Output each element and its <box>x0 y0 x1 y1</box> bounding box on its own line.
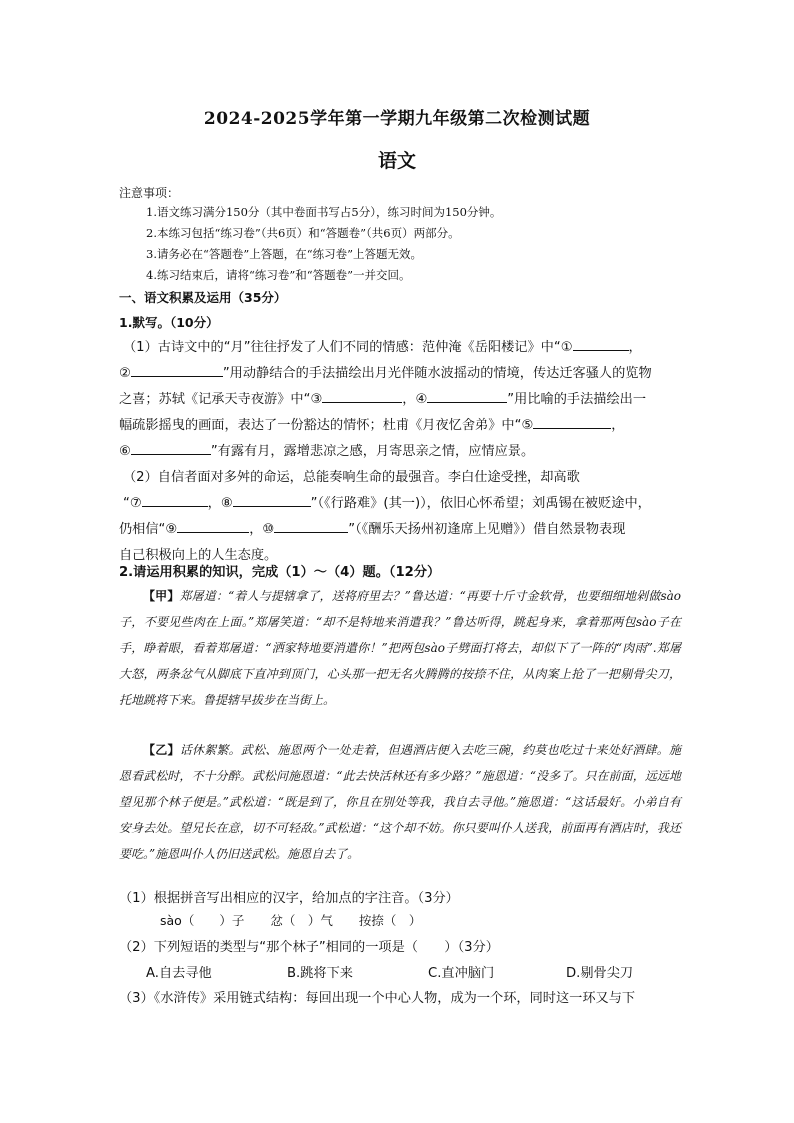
subject-title: 语文 <box>377 150 416 172</box>
answer-blank[interactable] <box>274 517 348 533</box>
text-line: 自己积极向上的人生态度。 <box>119 548 278 563</box>
answer-blank[interactable] <box>573 335 629 351</box>
question-1-heading: 1.默写。（10分） <box>119 315 219 330</box>
section-heading: 一、语文积累及运用（35分） <box>119 290 287 305</box>
pinyin-item[interactable]: sào（ ）子 <box>160 913 245 928</box>
option-b[interactable]: B.跳将下来 <box>287 966 353 981</box>
notice-heading: 注意事项： <box>119 186 180 200</box>
question-2-heading: 2.请运用积累的知识，完成（1）～（4）题。（12分） <box>119 565 441 580</box>
question-2-sub-2: （2）下列短语的类型与“那个林子”相同的一项是（ ）（3分） <box>119 940 499 955</box>
pinyin-item[interactable]: 按捺（ ） <box>358 913 422 928</box>
option-a[interactable]: A.自去寻他 <box>146 966 212 981</box>
notice-item: 3.请务必在“答题卷”上答题，在“练习卷”上答题无效。 <box>146 247 422 261</box>
text-segment: ，⑧ <box>207 496 233 511</box>
answer-blank[interactable] <box>177 517 249 533</box>
text-segment: ② <box>119 366 131 381</box>
text-segment: ”有露有月，露增悲凉之感，月寄思亲之情，应情应景。 <box>210 444 535 459</box>
text-segment: ⑥ <box>119 444 131 459</box>
text-line <box>119 387 679 413</box>
text-line <box>119 491 679 517</box>
pinyin-items <box>160 911 443 929</box>
text-segment: ，⑩ <box>249 522 275 537</box>
text-segment: “⑦ <box>123 496 142 511</box>
notice-item: 1.语文练习满分150分（其中卷面书写占5分），练习时间为150分钟。 <box>146 205 502 219</box>
pinyin-item[interactable]: 忿（ ）气 <box>270 913 333 928</box>
text-segment: ， <box>628 340 642 355</box>
answer-blank[interactable] <box>427 387 507 403</box>
passage-text: 郑屠道：“着人与提辖拿了，送将府里去？”鲁达道：“再要十斤寸金软骨，也要细细地剁做sào子，不要见些肉在上面。”郑屠笑道：“却不是特地来消遣我？”鲁达听得，跳起身来，拿着那两包sào子在手，睁着眼，看着郑屠道：“洒家特地要消遣你！”把两包sào子劈面打将去，却似下了一阵的“肉雨”.郑屠大怒，两条忿气从脚底下直冲到顶门，心头那一把无名火腾腾的按捺不住，从肉案上抢了一把剔骨尖刀，托地跳将下来。鲁提辖早拔步在当街上。 <box>119 589 681 707</box>
text-segment: ”（《酬乐天扬州初逢席上见赠》）借自然景物表现 <box>348 522 626 537</box>
passage-jia <box>119 583 681 713</box>
question-1-part-2 <box>119 465 679 569</box>
text-line <box>119 335 679 361</box>
text-line <box>119 413 679 439</box>
text-segment: （1）古诗文中的“月”往往抒发了人们不同的情感：范仲淹《岳阳楼记》中“① <box>123 340 573 355</box>
text-segment: 之喜；苏轼《记承天寺夜游》中“③ <box>119 392 323 407</box>
passage-label: 【甲】 <box>143 589 180 603</box>
text-line <box>119 517 679 543</box>
passage-label: 【乙】 <box>143 743 180 757</box>
exam-title: 2024-2025学年第一学期九年级第二次检测试题 <box>203 109 591 129</box>
answer-blank[interactable] <box>131 439 211 455</box>
notice-item: 4.练习结束后，请将“练习卷”和“答题卷”一并交回。 <box>146 268 411 282</box>
text-segment: ，④ <box>402 392 428 407</box>
option-d[interactable]: D.剔骨尖刀 <box>566 966 634 981</box>
answer-blank[interactable] <box>142 491 208 507</box>
option-c[interactable]: C.直冲脑门 <box>428 966 495 981</box>
question-2-sub-1: （1）根据拼音写出相应的汉字，给加点的字注音。（3分） <box>119 891 459 906</box>
answer-blank[interactable] <box>322 387 402 403</box>
text-line <box>119 439 679 465</box>
notice-list <box>146 202 501 286</box>
answer-blank[interactable] <box>131 361 223 377</box>
text-segment: ”（《行路难》(其一)），依旧心怀希望；刘禹锡在被贬途中， <box>310 496 651 511</box>
text-line <box>119 361 679 387</box>
question-1-part-1 <box>119 335 679 465</box>
notice-item: 2.本练习包括“练习卷”（共6页）和“答题卷”（共6页）两部分。 <box>146 226 460 240</box>
passage-yi <box>119 737 681 867</box>
passage-text: 话休絮繁。武松、施恩两个一处走着，但遇酒店便入去吃三碗，约莫也吃过十来处好酒肆。施恩看武松时，不十分醉。武松问施恩道：“此去快活林还有多少路？”施恩道：“没多了。只在前面，远远地望见那个林子便是。”武松道：“既是到了，你且在别处等我，我自去寻他。”施恩道：“这话最好。小弟自有安身去处。望兄长在意，切不可轻敌。”武松道：“这个却不妨。你只要叫仆人送我，前面再有酒店时，我还要吃。”施恩叫仆人仍旧送武松。施恩自去了。 <box>119 743 681 861</box>
question-2-sub-3: （3）《水浒传》采用链式结构：每回出现一个中心人物，成为一个环，同时这一环又与下 <box>119 991 636 1006</box>
text-segment: 幅疏影摇曳的画面，表达了一份豁达的情怀；杜甫《月夜忆舍弟》中“⑤ <box>119 418 534 433</box>
text-segment: ”用动静结合的手法描绘出月光伴随水波摇动的情境，传达迁客骚人的览物 <box>222 366 652 381</box>
text-segment: ”用比喻的手法描绘出一 <box>507 392 647 407</box>
answer-blank[interactable] <box>533 413 611 429</box>
text-line: （2）自信者面对多舛的命运，总能奏响生命的最强音。李白仕途受挫，却高歌 <box>123 470 580 485</box>
text-segment: 仍相信“⑨ <box>119 522 178 537</box>
answer-blank[interactable] <box>233 491 311 507</box>
text-segment: ， <box>611 418 625 433</box>
